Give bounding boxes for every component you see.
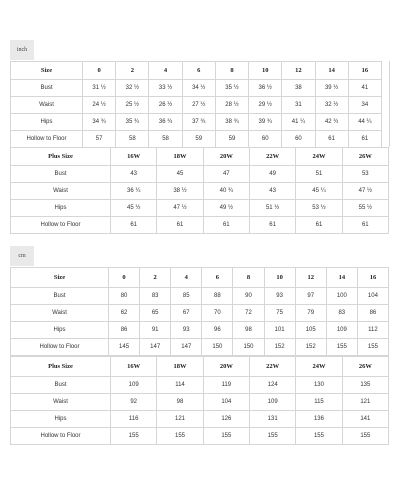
table-cell: 36 ¼	[111, 183, 157, 200]
table-row	[11, 80, 382, 97]
table-cell: 29 ½	[249, 97, 282, 114]
inch-plus-size-table	[10, 147, 389, 234]
table-cell: 85	[171, 288, 202, 305]
table-edge	[389, 61, 390, 147]
table-cell: 35 ¾	[116, 114, 149, 131]
header-size-label: Size	[11, 62, 83, 80]
table-cell: 83	[140, 288, 171, 305]
table-cell: 37 ¾	[182, 114, 215, 131]
table-cell: 65	[140, 305, 171, 322]
table-row	[11, 131, 382, 148]
row-measurement-label: Bust	[11, 288, 109, 305]
table-cell: 35 ½	[215, 80, 248, 97]
table-cell: 80	[109, 288, 140, 305]
table-cell: 61	[296, 217, 342, 234]
table-cell: 39 ¾	[249, 114, 282, 131]
table-cell: 75	[264, 305, 295, 322]
table-cell: 104	[357, 288, 388, 305]
table-row	[11, 305, 389, 322]
table-cell: 47	[203, 166, 249, 183]
row-measurement-label: Hollow to Floor	[11, 131, 83, 148]
table-cell: 152	[295, 339, 326, 356]
table-cell: 49 ½	[203, 200, 249, 217]
header-size-6: 6	[182, 62, 215, 80]
table-cell: 58	[116, 131, 149, 148]
header-size-12: 12	[295, 268, 326, 288]
table-cell: 130	[296, 377, 342, 394]
header-size-16: 16	[348, 62, 381, 80]
table-cell: 96	[202, 322, 233, 339]
table-cell: 119	[203, 377, 249, 394]
header-size-6: 6	[202, 268, 233, 288]
table-cell: 104	[203, 394, 249, 411]
table-cell: 124	[249, 377, 295, 394]
header-size-0: 0	[83, 62, 116, 80]
table-row	[11, 411, 389, 428]
table-header-row	[11, 357, 389, 377]
table-cell: 150	[202, 339, 233, 356]
header-size-2: 2	[116, 62, 149, 80]
table-cell: 33 ½	[149, 80, 182, 97]
table-row	[11, 394, 389, 411]
table-row	[11, 428, 389, 445]
header-size-24w: 24W	[296, 357, 342, 377]
table-cell: 51	[296, 166, 342, 183]
table-cell: 121	[342, 394, 388, 411]
row-measurement-label: Hips	[11, 411, 111, 428]
table-cell: 61	[203, 217, 249, 234]
row-measurement-label: Hips	[11, 200, 111, 217]
table-cell: 36 ¾	[149, 114, 182, 131]
table-cell: 42 ¾	[315, 114, 348, 131]
table-cell: 141	[342, 411, 388, 428]
table-cell: 44 ¼	[348, 114, 381, 131]
table-cell: 47 ½	[342, 183, 388, 200]
table-cell: 34	[348, 97, 381, 114]
table-cell: 25 ½	[116, 97, 149, 114]
table-cell: 155	[203, 428, 249, 445]
table-cell: 109	[326, 322, 357, 339]
table-cell: 93	[264, 288, 295, 305]
table-cell: 150	[233, 339, 264, 356]
table-cell: 155	[296, 428, 342, 445]
table-cell: 83	[326, 305, 357, 322]
table-cell: 105	[295, 322, 326, 339]
table-cell: 135	[342, 377, 388, 394]
table-cell: 67	[171, 305, 202, 322]
header-size-label: Size	[11, 268, 109, 288]
header-size-12: 12	[282, 62, 315, 80]
header-size-10: 10	[249, 62, 282, 80]
table-cell: 155	[326, 339, 357, 356]
table-row	[11, 166, 389, 183]
table-cell: 155	[342, 428, 388, 445]
table-cell: 28 ½	[215, 97, 248, 114]
header-size-2: 2	[140, 268, 171, 288]
header-size-label: Plus Size	[11, 357, 111, 377]
inch-standard-size-table	[10, 61, 382, 148]
table-cell: 155	[157, 428, 203, 445]
table-cell: 47 ½	[157, 200, 203, 217]
table-cell: 79	[295, 305, 326, 322]
table-cell: 121	[157, 411, 203, 428]
header-size-24w: 24W	[296, 148, 342, 166]
table-cell: 109	[111, 377, 157, 394]
table-cell: 147	[140, 339, 171, 356]
table-cell: 31 ½	[83, 80, 116, 97]
header-size-20w: 20W	[203, 357, 249, 377]
table-cell: 39 ½	[315, 80, 348, 97]
header-size-10: 10	[264, 268, 295, 288]
header-size-16: 16	[357, 268, 388, 288]
header-size-0: 0	[109, 268, 140, 288]
table-header-row	[11, 62, 382, 80]
table-cell: 36 ½	[249, 80, 282, 97]
table-cell: 86	[109, 322, 140, 339]
row-measurement-label: Hollow to Floor	[11, 339, 109, 356]
table-cell: 61	[249, 217, 295, 234]
row-measurement-label: Waist	[11, 394, 111, 411]
table-cell: 112	[357, 322, 388, 339]
table-cell: 70	[202, 305, 233, 322]
table-cell: 51 ½	[249, 200, 295, 217]
table-cell: 92	[111, 394, 157, 411]
table-cell: 114	[157, 377, 203, 394]
table-cell: 45 ¼	[296, 183, 342, 200]
table-cell: 49	[249, 166, 295, 183]
table-row	[11, 114, 382, 131]
row-measurement-label: Hips	[11, 322, 109, 339]
table-cell: 31	[282, 97, 315, 114]
table-cell: 145	[109, 339, 140, 356]
table-cell: 40 ¾	[203, 183, 249, 200]
table-cell: 53	[342, 166, 388, 183]
table-cell: 24 ½	[83, 97, 116, 114]
header-size-20w: 20W	[203, 148, 249, 166]
table-cell: 38	[282, 80, 315, 97]
table-cell: 34 ¾	[83, 114, 116, 131]
table-row	[11, 183, 389, 200]
table-cell: 59	[182, 131, 215, 148]
header-size-4: 4	[171, 268, 202, 288]
table-cell: 61	[315, 131, 348, 148]
table-cell: 58	[149, 131, 182, 148]
table-cell: 155	[357, 339, 388, 356]
table-cell: 41	[348, 80, 381, 97]
row-measurement-label: Waist	[11, 183, 111, 200]
header-size-26w: 26W	[342, 148, 388, 166]
header-size-22w: 22W	[249, 148, 295, 166]
table-cell: 147	[171, 339, 202, 356]
header-size-16w: 16W	[111, 357, 157, 377]
table-cell: 38 ½	[157, 183, 203, 200]
table-row	[11, 339, 389, 356]
table-cell: 109	[249, 394, 295, 411]
table-cell: 60	[249, 131, 282, 148]
table-cell: 43	[111, 166, 157, 183]
row-measurement-label: Waist	[11, 97, 83, 114]
table-cell: 61	[111, 217, 157, 234]
table-cell: 59	[215, 131, 248, 148]
table-cell: 72	[233, 305, 264, 322]
table-cell: 98	[233, 322, 264, 339]
table-cell: 32 ½	[315, 97, 348, 114]
table-cell: 126	[203, 411, 249, 428]
table-cell: 97	[295, 288, 326, 305]
table-cell: 43	[249, 183, 295, 200]
table-cell: 32 ½	[116, 80, 149, 97]
table-cell: 91	[140, 322, 171, 339]
header-size-4: 4	[149, 62, 182, 80]
header-size-26w: 26W	[342, 357, 388, 377]
table-cell: 57	[83, 131, 116, 148]
table-cell: 26 ½	[149, 97, 182, 114]
table-cell: 61	[157, 217, 203, 234]
table-cell: 155	[249, 428, 295, 445]
header-size-label: Plus Size	[11, 148, 111, 166]
row-measurement-label: Hollow to Floor	[11, 428, 111, 445]
table-cell: 90	[233, 288, 264, 305]
row-measurement-label: Bust	[11, 377, 111, 394]
header-size-16w: 16W	[111, 148, 157, 166]
table-row	[11, 377, 389, 394]
table-cell: 60	[282, 131, 315, 148]
table-row	[11, 97, 382, 114]
table-cell: 98	[157, 394, 203, 411]
row-measurement-label: Hollow to Floor	[11, 217, 111, 234]
table-cell: 34 ½	[182, 80, 215, 97]
header-size-18w: 18W	[157, 148, 203, 166]
table-cell: 100	[326, 288, 357, 305]
header-size-14: 14	[315, 62, 348, 80]
table-cell: 61	[342, 217, 388, 234]
table-cell: 101	[264, 322, 295, 339]
row-measurement-label: Bust	[11, 166, 111, 183]
table-header-row	[11, 148, 389, 166]
table-cell: 88	[202, 288, 233, 305]
table-row	[11, 288, 389, 305]
row-measurement-label: Waist	[11, 305, 109, 322]
table-header-row	[11, 268, 389, 288]
table-cell: 55 ½	[342, 200, 388, 217]
table-cell: 152	[264, 339, 295, 356]
header-size-18w: 18W	[157, 357, 203, 377]
row-measurement-label: Bust	[11, 80, 83, 97]
table-cell: 53 ½	[296, 200, 342, 217]
table-cell: 136	[296, 411, 342, 428]
table-cell: 155	[111, 428, 157, 445]
table-cell: 38 ¾	[215, 114, 248, 131]
table-cell: 62	[109, 305, 140, 322]
unit-label-cm: cm	[10, 246, 34, 266]
header-size-8: 8	[215, 62, 248, 80]
table-cell: 27 ½	[182, 97, 215, 114]
row-measurement-label: Hips	[11, 114, 83, 131]
header-size-8: 8	[233, 268, 264, 288]
header-size-14: 14	[326, 268, 357, 288]
table-cell: 86	[357, 305, 388, 322]
table-cell: 41 ¼	[282, 114, 315, 131]
table-cell: 93	[171, 322, 202, 339]
table-cell: 61	[348, 131, 381, 148]
table-cell: 45	[157, 166, 203, 183]
unit-label-inch: inch	[10, 40, 34, 60]
cm-plus-size-table	[10, 356, 389, 445]
table-row	[11, 322, 389, 339]
table-cell: 45 ½	[111, 200, 157, 217]
header-size-22w: 22W	[249, 357, 295, 377]
table-cell: 115	[296, 394, 342, 411]
table-row	[11, 200, 389, 217]
cm-standard-size-table	[10, 267, 389, 356]
table-cell: 131	[249, 411, 295, 428]
table-row	[11, 217, 389, 234]
table-cell: 116	[111, 411, 157, 428]
